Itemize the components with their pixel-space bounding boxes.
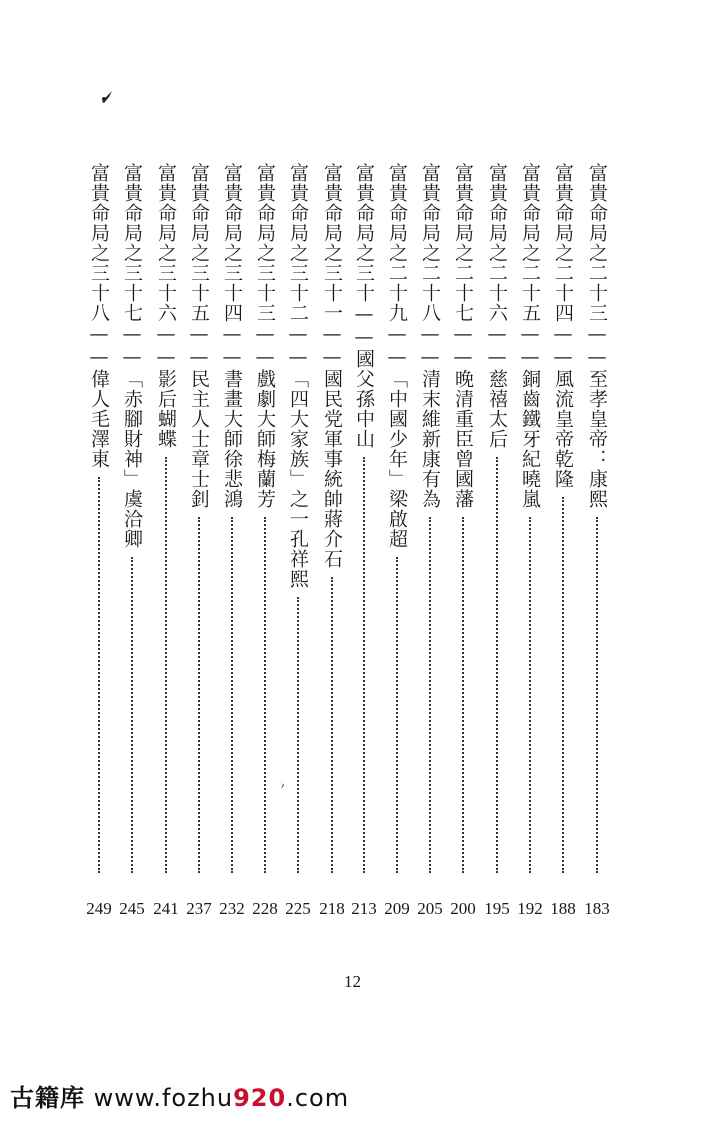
toc-entry[interactable] <box>250 163 280 923</box>
toc-entry-title: 富貴命局之三十三——戲劇大師梅蘭芳 <box>254 163 276 509</box>
toc-leader-dots <box>297 597 299 873</box>
toc-leader-dots <box>231 517 233 873</box>
toc-entry-page: 183 <box>584 899 610 918</box>
toc-entry[interactable] <box>151 163 181 923</box>
toc-entry[interactable] <box>548 163 578 923</box>
toc-entry-title: 富貴命局之三十八——偉人毛澤東 <box>88 163 110 469</box>
toc-leader-dots <box>165 457 167 873</box>
toc-entry[interactable] <box>415 163 445 923</box>
toc-entry-title: 富貴命局之二十八——清末維新康有為 <box>419 163 441 509</box>
toc-entry-page: 200 <box>450 899 476 918</box>
watermark-url-number: 920 <box>233 1084 287 1112</box>
toc-entry[interactable] <box>515 163 545 923</box>
watermark <box>10 1078 349 1113</box>
toc-entry-page: 249 <box>86 899 112 918</box>
table-of-contents <box>72 163 612 923</box>
toc-entry[interactable] <box>84 163 114 923</box>
toc-entry-title: 富貴命局之三十一——國民党軍事統帥蔣介石 <box>321 163 343 569</box>
toc-entry-page: 232 <box>219 899 245 918</box>
toc-entry[interactable] <box>582 163 612 923</box>
toc-entry-title: 富貴命局之三十四——書畫大師徐悲鴻 <box>221 163 243 509</box>
toc-leader-dots <box>131 557 133 873</box>
toc-entry-title: 富貴命局之二十三——至孝皇帝：康熙 <box>586 163 608 509</box>
toc-entry-page: 209 <box>384 899 410 918</box>
watermark-site-name: 古籍库 <box>10 1084 85 1112</box>
toc-leader-dots <box>596 517 598 873</box>
toc-entry-page: 241 <box>153 899 179 918</box>
toc-entry-page: 188 <box>550 899 576 918</box>
ink-speck-icon <box>100 90 114 104</box>
toc-entry-page: 218 <box>319 899 345 918</box>
toc-entry-page: 213 <box>351 899 377 918</box>
watermark-url-prefix: www.fozhu <box>93 1084 234 1112</box>
toc-entry[interactable] <box>349 163 379 923</box>
toc-entry-title: 富貴命局之三十六——影后蝴蝶 <box>155 163 177 449</box>
toc-entry-title: 富貴命局之二十五——銅齒鐵牙紀曉嵐 <box>519 163 541 509</box>
toc-entry-title: 富貴命局之三十五——民主人士章士釗 <box>188 163 210 509</box>
toc-entry-title: 富貴命局之二十六——慈禧太后 <box>486 163 508 449</box>
toc-entry-page: 228 <box>252 899 278 918</box>
toc-leader-dots <box>496 457 498 873</box>
toc-entry-page: 192 <box>517 899 543 918</box>
toc-leader-dots <box>363 457 365 873</box>
page-number: 12 <box>344 972 361 991</box>
watermark-url-suffix: .com <box>286 1084 350 1112</box>
toc-leader-dots <box>264 517 266 873</box>
toc-entry[interactable] <box>117 163 147 923</box>
toc-entry-title: 富貴命局之三十二——「四大家族」之一孔祥熙 <box>287 163 309 589</box>
toc-entry-page: 225 <box>285 899 311 918</box>
toc-leader-dots <box>462 517 464 873</box>
toc-entry[interactable] <box>217 163 247 923</box>
toc-leader-dots <box>529 517 531 873</box>
toc-entry-title: 富貴命局之二十七——晚清重臣曾國藩 <box>452 163 474 509</box>
toc-leader-dots <box>98 477 100 873</box>
toc-leader-dots <box>562 497 564 873</box>
toc-entry[interactable] <box>382 163 412 923</box>
toc-leader-dots <box>331 577 333 873</box>
toc-entry-title: 富貴命局之三十七——「赤腳財神」虞洽卿 <box>121 163 143 549</box>
toc-entry-title: 富貴命局之三十——國父孫中山 <box>353 163 375 449</box>
toc-entry[interactable] <box>482 163 512 923</box>
toc-entry[interactable] <box>283 163 313 923</box>
toc-entry-page: 205 <box>417 899 443 918</box>
toc-entry-title: 富貴命局之二十四——風流皇帝乾隆 <box>552 163 574 489</box>
toc-entry[interactable] <box>448 163 478 923</box>
toc-entry-title: 富貴命局之二十九——「中國少年」梁啟超 <box>386 163 408 549</box>
toc-leader-dots <box>396 557 398 873</box>
toc-leader-dots <box>198 517 200 873</box>
toc-entry-page: 245 <box>119 899 145 918</box>
toc-entry[interactable] <box>184 163 214 923</box>
toc-leader-dots <box>429 517 431 873</box>
toc-entry-page: 237 <box>186 899 212 918</box>
toc-entry-page: 195 <box>484 899 510 918</box>
toc-entry[interactable] <box>317 163 347 923</box>
